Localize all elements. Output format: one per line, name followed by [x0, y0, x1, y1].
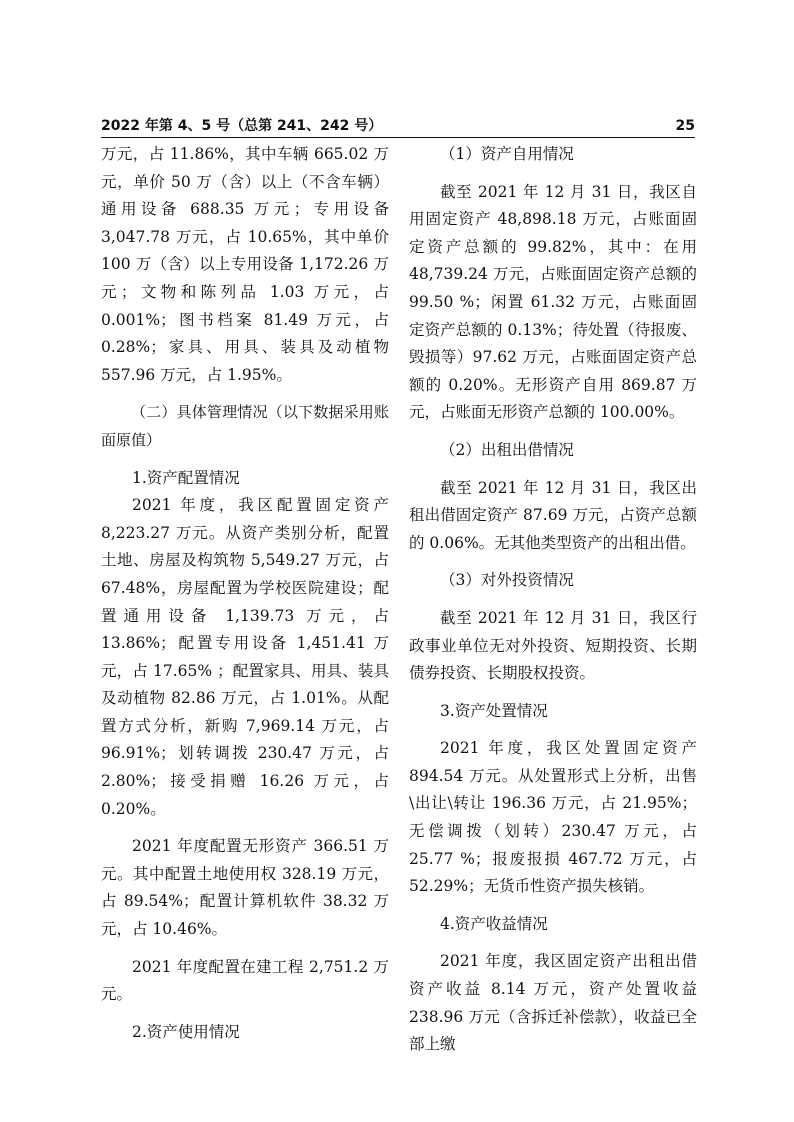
paragraph: 截至 2021 年 12 月 31 日，我区行政事业单位无对外投资、短期投资、长期债券投资、长期股权投资。: [409, 608, 697, 683]
subsection-heading: （3）对外投资情况: [440, 571, 574, 590]
left-column: [101, 141, 389, 1046]
paragraph: 2021 年度，我区固定资产出租出借资产收益 8.14 万元，资产处置收益 238.96 万元（含拆迁补偿款），收益已全部上缴: [409, 952, 697, 1054]
paragraph: 2021 年度配置无形资产 366.51 万元。其中配置土地使用权 328.19 万元，占 89.54%；配置计算机软件 38.32 万元，占 10.46%。: [101, 837, 389, 939]
paragraph: 2021 年度，我区处置固定资产 894.54 万元。从处置形式上分析，出售\出让\转让 196.36 万元，占 21.95%；无偿调拨（划转）230.47 万元，占 25.77 %；报废报损 467.72 万元，占 52.29%；无货币性资产损失核销。: [409, 739, 697, 896]
issue-label: 2022 年第 4、5 号（总第 241、242 号）: [101, 118, 383, 134]
paragraph: 2021 年度，我区配置固定资产 8,223.27 万元。从资产类别分析，配置土地、房屋及构筑物 5,549.27 万元，占 67.48%，房屋配置为学校医院建设；配置通用设备 1,139.73 万元，占 13.86%；配置专用设备 1,451.41 万元，占 17.65% ；配置家具、用具、装具及动植物 82.86 万元，占 1.01%。从配置方式分析，新购 7,969.14 万元，占 96.91%；划转调拨 230.47 万元，占 2.80%；接受捐赠 16.26 万元，占 0.20%。: [101, 496, 389, 818]
page-number: 25: [675, 118, 695, 134]
header-rule: [101, 137, 695, 138]
running-header: [101, 116, 695, 138]
subsection-heading: 1.资产配置情况: [132, 468, 240, 487]
paragraph: 截至 2021 年 12 月 31 日，我区出租出借固定资产 87.69 万元，占资产总额的 0.06%。无其他类型资产的出租出借。: [409, 478, 697, 552]
subsection-heading: 2.资产使用情况: [132, 1022, 240, 1041]
paragraph: 截至 2021 年 12 月 31 日，我区自用固定资产 48,898.18 万元，占账面固定资产总额的 99.82%，其中：在用 48,739.24 万元，占账面固定资产总额的 99.50 %；闲置 61.32 万元，占账面固定资产总额的 0.13%；待处置（待报废、毁损等）97.62 万元，占账面固定资产总额的 0.20%。无形资产自用 869.87 万元，占账面无形资产总额的 100.00%。: [409, 182, 697, 422]
subsection-heading: 4.资产收益情况: [440, 914, 548, 933]
subsection-heading: （2）出租出借情况: [440, 440, 574, 459]
paragraph-continued: 万元，占 11.86%，其中车辆 665.02 万元，单价 50 万（含）以上（不含车辆）通用设备 688.35 万元；专用设备 3,047.78 万元，占 10.65%，其中单价 100 万（含）以上专用设备 1,172.26 万元；文物和陈列品 1.03 万元，占 0.001%；图书档案 81.49 万元，占 0.28%；家具、用具、装具及动植物 557.96 万元，占 1.95%。: [101, 145, 389, 384]
section-heading: （二）具体管理情况（以下数据采用账面原值）: [101, 403, 389, 449]
paragraph: 2021 年度配置在建工程 2,751.2 万元。: [101, 957, 389, 1004]
subsection-heading: （1）资产自用情况: [440, 145, 574, 163]
subsection-heading: 3.资产处置情况: [440, 701, 548, 720]
right-column: [409, 141, 697, 1059]
